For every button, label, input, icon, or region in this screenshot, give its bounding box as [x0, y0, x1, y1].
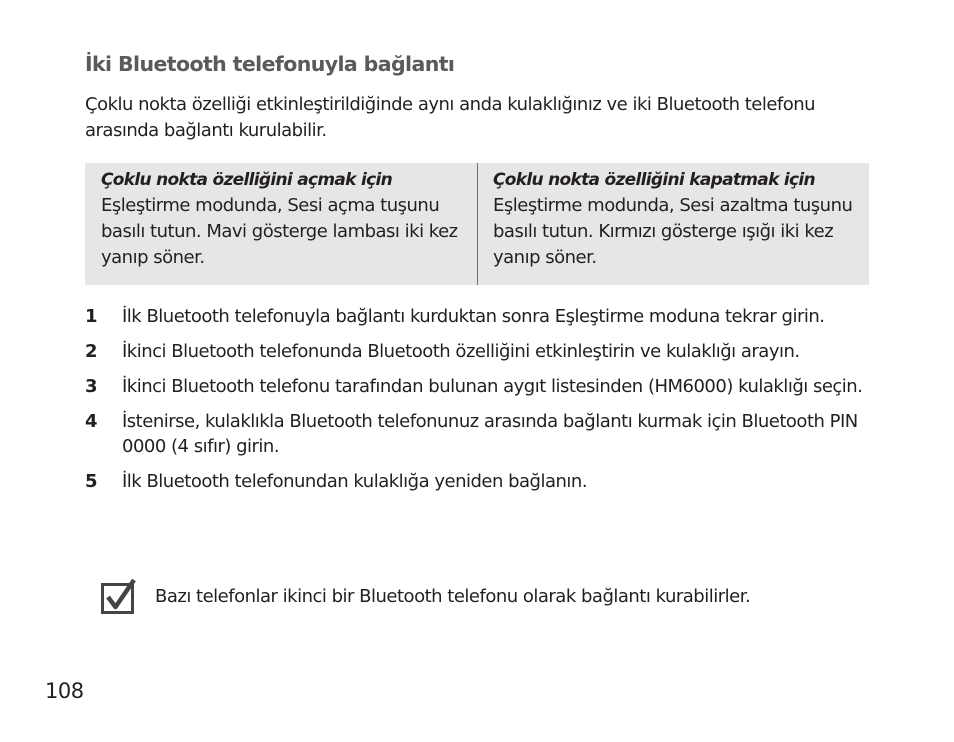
step-text: İkinci Bluetooth telefonunda Bluetooth özelliğini etkinleştirin ve kulaklığı arayın. [122, 341, 800, 362]
step-number: 4 [85, 411, 98, 432]
step-item [85, 339, 875, 364]
step-number: 5 [85, 471, 98, 492]
intro-paragraph: Çoklu nokta özelliği etkinleştirildiğinde aynı anda kulaklığınız ve iki Bluetooth telefonu arasında bağlantı kurulabilir. [85, 94, 816, 141]
multipoint-table [85, 163, 869, 285]
step-item [85, 304, 875, 329]
disable-multipoint-header: Çoklu nokta özelliğini kapatmak için [493, 170, 815, 190]
step-text: İlk Bluetooth telefonuyla bağlantı kurduktan sonra Eşleştirme moduna tekrar girin. [122, 306, 825, 327]
checkmark-note-icon [100, 578, 136, 614]
section-title: İki Bluetooth telefonuyla bağlantı [85, 52, 455, 76]
step-text: İkinci Bluetooth telefonu tarafından bulunan aygıt listesinden (HM6000) kulaklığı seçin. [122, 376, 863, 397]
step-text: İlk Bluetooth telefonundan kulaklığa yeniden bağlanın. [122, 471, 588, 492]
step-list [85, 304, 875, 494]
step-item [85, 469, 875, 494]
disable-multipoint-text: Eşleştirme modunda, Sesi azaltma tuşunu basılı tutun. Kırmızı gösterge ışığı iki kez yanıp söner. [493, 195, 853, 268]
enable-multipoint-text: Eşleştirme modunda, Sesi açma tuşunu basılı tutun. Mavi gösterge lambası iki kez yanıp söner. [101, 195, 458, 268]
step-number: 2 [85, 341, 98, 362]
step-number: 3 [85, 376, 98, 397]
enable-multipoint-column [85, 163, 478, 285]
step-item [85, 409, 875, 459]
disable-multipoint-column [478, 163, 869, 285]
step-number: 1 [85, 306, 98, 327]
enable-multipoint-header: Çoklu nokta özelliğini açmak için [101, 170, 393, 190]
note-box [100, 578, 750, 614]
step-text: İstenirse, kulaklıkla Bluetooth telefonunuz arasında bağlantı kurmak için Bluetooth PIN 0000 (4 sıfır) girin. [122, 411, 858, 457]
page-number: 108 [45, 679, 84, 703]
step-item [85, 374, 875, 399]
note-text: Bazı telefonlar ikinci bir Bluetooth telefonu olarak bağlantı kurabilirler. [155, 585, 751, 607]
